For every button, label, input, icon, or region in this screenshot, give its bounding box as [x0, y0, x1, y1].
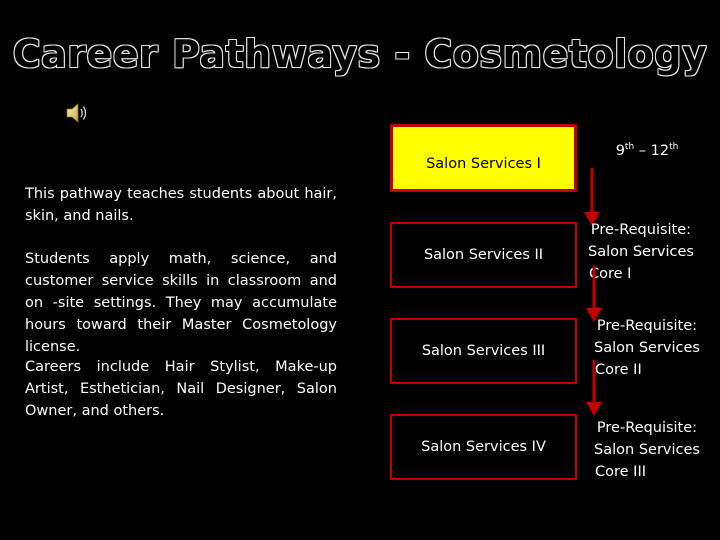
course-box-1 — [390, 124, 577, 192]
description-intro: This pathway teaches students about hair, skin, and nails. — [25, 186, 337, 224]
down-arrow — [582, 168, 602, 226]
prereq-line: Pre-Requisite: — [596, 420, 698, 436]
course-label: Salon Services I — [426, 156, 541, 172]
course-label: Salon Services II — [423, 247, 544, 263]
course-label: Salon Services III — [421, 343, 546, 359]
course-label: Salon Services IV — [421, 439, 546, 455]
prereq-line: Salon Services — [594, 340, 700, 356]
description-skills: Students apply math, science, and customer service skills in classroom and on -site settings. They may accumulate hours toward their Master Cosmetology license. — [25, 251, 337, 355]
course-box-2 — [390, 222, 577, 288]
speaker-icon[interactable] — [64, 100, 90, 126]
grade-separator: – 12 — [634, 142, 670, 159]
description-careers: Careers include Hair Stylist, Make-up Artist, Esthetician, Nail Designer, Salon Owner, and others. — [25, 359, 337, 419]
course-box-4 — [390, 414, 577, 480]
prereq-line: Core II — [595, 362, 642, 378]
grade-end-suffix: th — [669, 142, 679, 152]
prerequisite-3 — [582, 417, 712, 483]
down-arrow — [584, 360, 604, 416]
prereq-line: Salon Services — [588, 244, 694, 260]
prereq-line: Core III — [595, 464, 646, 480]
prereq-line: Salon Services — [594, 442, 700, 458]
grade-start: 9 — [615, 142, 625, 159]
down-arrow — [584, 266, 604, 322]
grade-range — [582, 136, 712, 162]
prereq-line: Core I — [589, 266, 632, 282]
grade-start-suffix: th — [624, 142, 635, 152]
prereq-line: Pre-Requisite: — [596, 318, 698, 334]
prereq-line: Pre-Requisite: — [590, 222, 692, 238]
page-title: Career Pathways - Cosmetology — [12, 32, 708, 76]
course-box-3 — [390, 318, 577, 384]
